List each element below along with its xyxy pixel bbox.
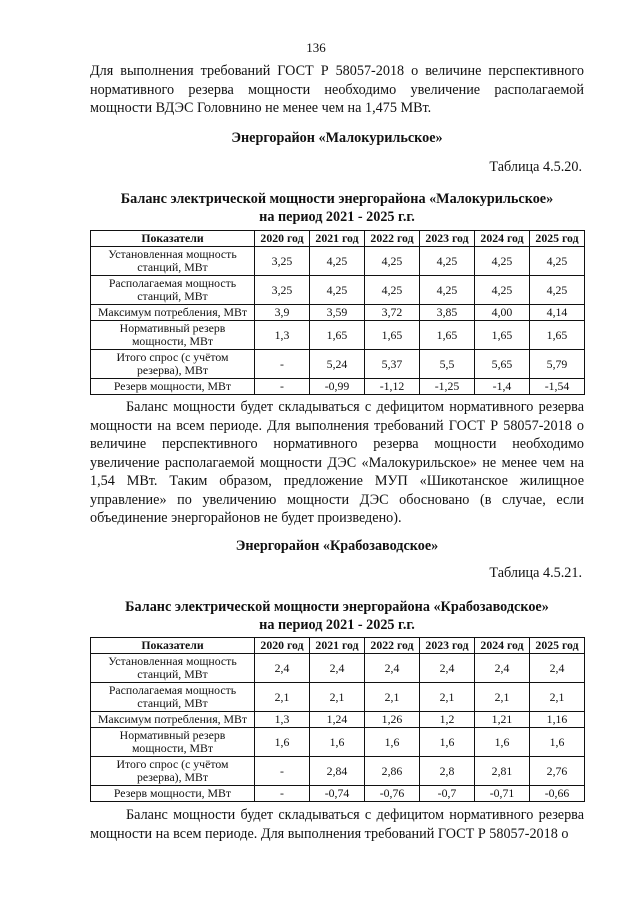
table-cell: 2,1 <box>475 683 530 712</box>
table-cell: - <box>255 786 310 802</box>
table-row <box>91 683 585 712</box>
table-cell: 2,4 <box>475 654 530 683</box>
table-row <box>91 276 585 305</box>
table-cell: 2,1 <box>365 683 420 712</box>
table-header-row <box>91 231 585 247</box>
column-header: 2025 год <box>530 638 585 654</box>
table-cell: 2,4 <box>310 654 365 683</box>
table-cell: -1,12 <box>365 379 420 395</box>
table-cell: 2,1 <box>255 683 310 712</box>
table-cell: -0,71 <box>475 786 530 802</box>
column-header: 2020 год <box>255 638 310 654</box>
table-title-krabozavodskoe <box>90 598 584 634</box>
table-cell: 1,26 <box>365 712 420 728</box>
table-row <box>91 757 585 786</box>
table-cell: 1,65 <box>475 321 530 350</box>
balance-table-malokurilskoe <box>90 230 585 395</box>
table-cell: 4,00 <box>475 305 530 321</box>
column-header: 2021 год <box>310 638 365 654</box>
table-cell: 2,76 <box>530 757 585 786</box>
table-row <box>91 712 585 728</box>
table-cell: 1,6 <box>475 728 530 757</box>
table-cell: 1,65 <box>420 321 475 350</box>
table-cell: 2,1 <box>420 683 475 712</box>
column-header: Показатели <box>91 638 255 654</box>
table-cell: 5,79 <box>530 350 585 379</box>
column-header: Показатели <box>91 231 255 247</box>
table-cell: 2,1 <box>530 683 585 712</box>
table-cell: -0,66 <box>530 786 585 802</box>
table-cell: 5,37 <box>365 350 420 379</box>
table-cell: 1,21 <box>475 712 530 728</box>
table-cell: 1,3 <box>255 321 310 350</box>
table-cell: 4,25 <box>530 276 585 305</box>
table-title-line1: Баланс электрической мощности энергорайона «Малокурильское» <box>120 191 554 207</box>
table-cell: 4,25 <box>365 276 420 305</box>
column-header: 2023 год <box>420 638 475 654</box>
table-title-line2: на период 2021 - 2025 г.г. <box>259 617 415 633</box>
table-cell: -0,7 <box>420 786 475 802</box>
table-cell: -1,54 <box>530 379 585 395</box>
table-cell: 2,4 <box>420 654 475 683</box>
column-header: 2022 год <box>365 638 420 654</box>
table-cell: 4,25 <box>475 276 530 305</box>
table-cell: 1,65 <box>530 321 585 350</box>
column-header: 2021 год <box>310 231 365 247</box>
table-cell: 1,6 <box>365 728 420 757</box>
table-cell: 3,59 <box>310 305 365 321</box>
row-label: Итого спрос (с учётом резерва), МВт <box>91 350 255 379</box>
table-cell: 2,84 <box>310 757 365 786</box>
column-header: 2023 год <box>420 231 475 247</box>
table-cell: 1,3 <box>255 712 310 728</box>
table-cell: -1,4 <box>475 379 530 395</box>
table-cell: 1,6 <box>310 728 365 757</box>
table-row <box>91 350 585 379</box>
table-cell: 2,81 <box>475 757 530 786</box>
row-label: Нормативный резерв мощности, МВт <box>91 321 255 350</box>
table-cell: 4,14 <box>530 305 585 321</box>
table-cell: - <box>255 379 310 395</box>
table-title-line2: на период 2021 - 2025 г.г. <box>259 209 415 225</box>
table-cell: 4,25 <box>420 247 475 276</box>
table-cell: 1,16 <box>530 712 585 728</box>
table-title-line1: Баланс электрической мощности энергорайона «Крабозаводское» <box>125 599 549 615</box>
table-cell: 1,65 <box>365 321 420 350</box>
column-header: 2022 год <box>365 231 420 247</box>
table-cell: 2,4 <box>365 654 420 683</box>
column-header: 2020 год <box>255 231 310 247</box>
table-row <box>91 728 585 757</box>
section-heading-malokurilskoe: Энергорайон «Малокурильское» <box>231 130 443 146</box>
paragraph-krabozavodskoe: Баланс мощности будет складываться с дефицитом нормативного резерва мощности на всем периоде. Для выполнения требований ГОСТ Р 58057-2018 о <box>90 807 584 842</box>
table-cell: 5,24 <box>310 350 365 379</box>
table-header-row <box>91 638 585 654</box>
table-cell: -0,74 <box>310 786 365 802</box>
table-cell: 4,25 <box>420 276 475 305</box>
table-cell: 2,8 <box>420 757 475 786</box>
intro-paragraph: Для выполнения требований ГОСТ Р 58057-2018 о величине перспективного нормативного резерва мощности необходимо увеличение располагаемой мощности ВДЭС Головнино не менее чем на 1,475 МВт. <box>90 63 584 116</box>
table-cell: -0,76 <box>365 786 420 802</box>
column-header: 2024 год <box>475 231 530 247</box>
column-header: 2024 год <box>475 638 530 654</box>
row-label: Итого спрос (с учётом резерва), МВт <box>91 757 255 786</box>
table-row <box>91 379 585 395</box>
table-label-4-5-20: Таблица 4.5.20. <box>489 159 582 175</box>
table-cell: -1,25 <box>420 379 475 395</box>
table-cell: 3,25 <box>255 247 310 276</box>
table-cell: - <box>255 757 310 786</box>
section-heading-krabozavodskoe: Энергорайон «Крабозаводское» <box>235 538 439 554</box>
table-cell: 4,25 <box>310 276 365 305</box>
table-cell: - <box>255 350 310 379</box>
table-cell: 4,25 <box>310 247 365 276</box>
table-cell: 3,9 <box>255 305 310 321</box>
table-cell: 4,25 <box>530 247 585 276</box>
row-label: Установленная мощность станций, МВт <box>91 654 255 683</box>
paragraph-malokurilskoe: Баланс мощности будет складываться с дефицитом нормативного резерва мощности на всем периоде. Для выполнения требований ГОСТ Р 58057-2018 о величине перспективного нормативного резерва мощности необходимо увеличение располагаемой мощности ДЭС «Малокурильское» не менее чем на 1,54 МВт. Таким образом, предложение МУП «Шикотанское жилищное управление» по увеличению мощности ДЭС обосновано (в случае, если объединение энергорайонов не будет произведено). <box>90 399 584 526</box>
table-cell: 1,24 <box>310 712 365 728</box>
table-row <box>91 305 585 321</box>
table-cell: 1,6 <box>530 728 585 757</box>
table-cell: -0,99 <box>310 379 365 395</box>
table-row <box>91 654 585 683</box>
table-row <box>91 321 585 350</box>
row-label: Установленная мощность станций, МВт <box>91 247 255 276</box>
table-cell: 1,2 <box>420 712 475 728</box>
row-label: Максимум потребления, МВт <box>91 712 255 728</box>
row-label: Нормативный резерв мощности, МВт <box>91 728 255 757</box>
page-number: 136 <box>306 40 326 55</box>
row-label: Резерв мощности, МВт <box>91 786 255 802</box>
table-cell: 5,5 <box>420 350 475 379</box>
table-cell: 5,65 <box>475 350 530 379</box>
table-row <box>91 786 585 802</box>
table-cell: 2,4 <box>530 654 585 683</box>
row-label: Резерв мощности, МВт <box>91 379 255 395</box>
balance-table-krabozavodskoe <box>90 637 585 802</box>
table-cell: 2,1 <box>310 683 365 712</box>
table-cell: 1,6 <box>420 728 475 757</box>
column-header: 2025 год <box>530 231 585 247</box>
row-label: Располагаемая мощность станций, МВт <box>91 276 255 305</box>
table-cell: 1,65 <box>310 321 365 350</box>
table-cell: 3,85 <box>420 305 475 321</box>
table-cell: 4,25 <box>475 247 530 276</box>
table-cell: 3,72 <box>365 305 420 321</box>
table-cell: 3,25 <box>255 276 310 305</box>
table-title-malokurilskoe <box>90 190 584 226</box>
table-row <box>91 247 585 276</box>
table-label-4-5-21: Таблица 4.5.21. <box>489 565 582 581</box>
table-cell: 2,4 <box>255 654 310 683</box>
row-label: Максимум потребления, МВт <box>91 305 255 321</box>
row-label: Располагаемая мощность станций, МВт <box>91 683 255 712</box>
table-cell: 1,6 <box>255 728 310 757</box>
table-cell: 4,25 <box>365 247 420 276</box>
table-cell: 2,86 <box>365 757 420 786</box>
